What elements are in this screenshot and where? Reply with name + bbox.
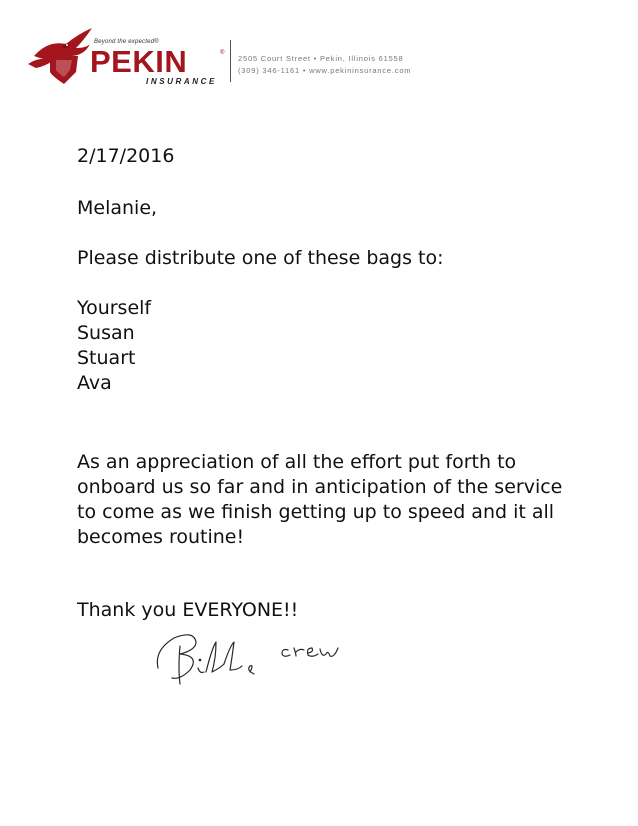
recipient-list bbox=[77, 296, 597, 396]
brand-subtitle: INSURANCE bbox=[146, 77, 217, 86]
list-item: Ava bbox=[77, 372, 112, 394]
brand-tagline: Beyond the expected® bbox=[94, 39, 159, 45]
list-item: Susan bbox=[77, 322, 135, 344]
company-address bbox=[238, 53, 411, 77]
list-item: Yourself bbox=[77, 297, 152, 319]
list-item: Stuart bbox=[77, 347, 136, 369]
instruction-line: Please distribute one of these bags to: bbox=[77, 247, 444, 269]
letterhead bbox=[26, 26, 446, 90]
closing-line: Thank you EVERYONE!! bbox=[77, 599, 299, 621]
letter-date: 2/17/2016 bbox=[77, 145, 175, 167]
registered-mark: ® bbox=[220, 50, 225, 56]
brand-name: PEKIN bbox=[90, 44, 188, 79]
salutation: Melanie, bbox=[77, 197, 158, 219]
eagle-shield-icon bbox=[26, 26, 96, 86]
contact-line: (309) 346-1161 • www.pekininsurance.com bbox=[238, 66, 412, 75]
letterhead-divider bbox=[230, 40, 231, 82]
letter-body: As an appreciation of all the effort put forth to onboard us so far and in anticipation of the service to come as we finish getting up to speed and it all becomes routine! bbox=[77, 451, 563, 548]
handwritten-signature bbox=[150, 628, 360, 692]
address-line: 2505 Court Street • Pekin, Illinois 61558 bbox=[238, 54, 404, 63]
